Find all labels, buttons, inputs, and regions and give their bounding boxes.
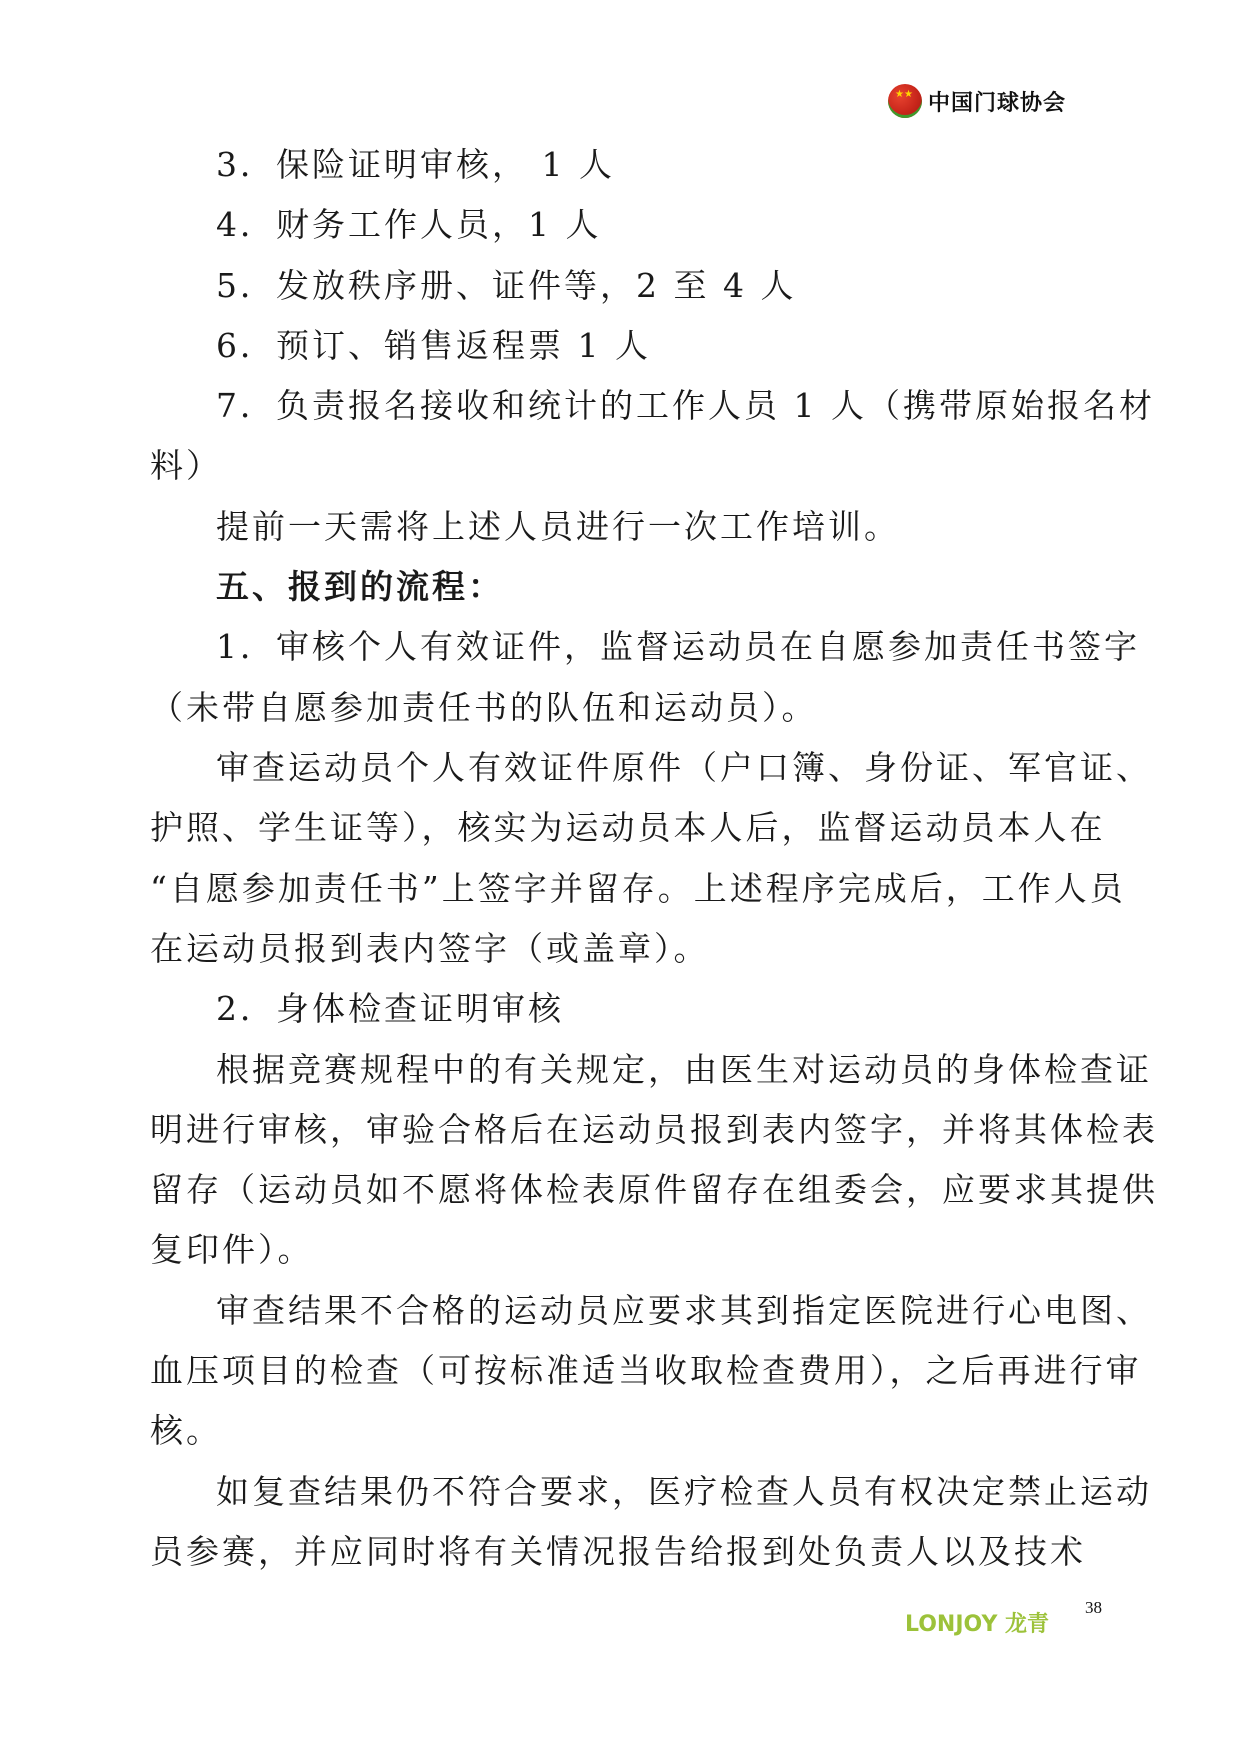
organization-name: 中国门球协会 [928, 90, 1067, 116]
paragraph-line: 明进行审核，审验合格后在运动员报到表内签字，并将其体检表 [150, 1110, 1158, 1149]
list-item: 6．预订、销售返程票 1 人 [216, 326, 651, 365]
paragraph-line: 根据竞赛规程中的有关规定，由医生对运动员的身体检查证 [216, 1050, 1152, 1089]
paragraph-line: 2．身体检查证明审核 [216, 989, 564, 1028]
paragraph-line: 如复查结果仍不符合要求，医疗检查人员有权决定禁止运动 [216, 1472, 1152, 1511]
paragraph-line: “自愿参加责任书”上签字并留存。上述程序完成后，工作人员 [150, 869, 1126, 908]
list-item: 7．负责报名接收和统计的工作人员 1 人（携带原始报名材 [216, 386, 1155, 425]
list-item: 5．发放秩序册、证件等，2 至 4 人 [216, 266, 797, 305]
paragraph-line: 护照、学生证等），核实为运动员本人后，监督运动员本人在 [150, 808, 1106, 847]
paragraph-line: 员参赛，并应同时将有关情况报告给报到处负责人以及技术 [150, 1532, 1086, 1571]
paragraph-line: 审查运动员个人有效证件原件（户口簿、身份证、军官证、 [216, 748, 1152, 787]
list-item: 4．财务工作人员，1 人 [216, 205, 602, 244]
gateball-logo-icon: ★★ [888, 84, 922, 118]
paragraph-line: 料） [150, 446, 222, 485]
footer-brand-logo: LONJOY 龙青 [905, 1612, 1050, 1637]
page-number: 38 [1085, 1598, 1102, 1617]
association-logo [888, 84, 1066, 118]
paragraph-line: 1．审核个人有效证件，监督运动员在自愿参加责任书签字 [216, 627, 1140, 666]
paragraph-line: 复印件）。 [150, 1230, 314, 1269]
paragraph-line: 提前一天需将上述人员进行一次工作培训。 [216, 507, 900, 546]
list-item: 3．保险证明审核， 1 人 [216, 145, 615, 184]
paragraph-line: （未带自愿参加责任书的队伍和运动员）。 [150, 688, 818, 727]
paragraph-line: 在运动员报到表内签字（或盖章）。 [150, 929, 710, 968]
paragraph-line: 留存（运动员如不愿将体检表原件留存在组委会，应要求其提供 [150, 1170, 1158, 1209]
paragraph-line: 审查结果不合格的运动员应要求其到指定医院进行心电图、 [216, 1291, 1152, 1330]
paragraph-line: 血压项目的检查（可按标准适当收取检查费用），之后再进行审 [150, 1351, 1142, 1390]
paragraph-line: 核。 [150, 1411, 222, 1450]
section-heading: 五、报到的流程： [216, 567, 504, 606]
